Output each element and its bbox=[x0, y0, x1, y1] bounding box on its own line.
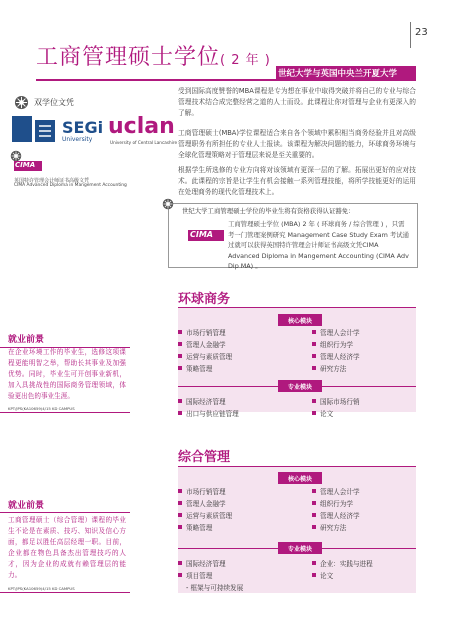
module-item: 管理人金融学 bbox=[186, 341, 226, 349]
bullet bbox=[312, 561, 316, 565]
bullet bbox=[178, 513, 182, 517]
certification-heading: 世纪大学工商管理硕士学位的毕业生将有资格获得认证豁免： bbox=[182, 207, 355, 215]
core-module-label: 核心模块 bbox=[287, 318, 312, 325]
module-item: 国际经济管理 bbox=[186, 560, 226, 568]
elective-module-label: 专业模块 bbox=[287, 384, 312, 391]
bullet bbox=[312, 573, 316, 577]
module-item: 市场行销管理 bbox=[186, 329, 226, 337]
elective-module-label: 专业模块 bbox=[287, 546, 312, 553]
module-item: 研究方法 bbox=[320, 524, 347, 532]
module-item: 论文 bbox=[320, 572, 334, 580]
bullet bbox=[312, 489, 316, 493]
module-item: 组织行为学 bbox=[320, 341, 353, 349]
bullet bbox=[312, 354, 316, 358]
module-subitem: - 框架与可持续发展 bbox=[186, 584, 244, 592]
bullet bbox=[312, 501, 316, 505]
module-item: 市场行销管理 bbox=[186, 488, 226, 496]
reference-code: KPT/JPS(KA10659)4/15 KD CAMPUS bbox=[8, 406, 75, 411]
module-item: 企业：实践与进程 bbox=[320, 560, 373, 568]
page-title-main: 工商管理硕士学位 bbox=[36, 45, 221, 70]
career-title: 就业前景 bbox=[8, 335, 45, 345]
bullet bbox=[178, 573, 182, 577]
module-item: 管理人经济学 bbox=[320, 512, 360, 520]
flower-icon bbox=[14, 95, 29, 110]
page-number: 23 bbox=[415, 27, 428, 38]
bullet bbox=[178, 561, 182, 565]
career-rule bbox=[0, 512, 130, 513]
core-module-label: 核心模块 bbox=[287, 476, 312, 483]
module-item: 国际经济管理 bbox=[186, 398, 226, 406]
reference-code: KPT/JPS(KA10659)4/15 KD CAMPUS bbox=[8, 586, 75, 591]
title-rule bbox=[36, 79, 416, 81]
uclan-logo-sub: University of Central Lancashire bbox=[110, 140, 178, 145]
career-rule bbox=[0, 592, 130, 593]
bullet bbox=[312, 399, 316, 403]
cima-caption-cn: 英国特许管理会计师证书高级文凭 bbox=[14, 178, 90, 184]
uclan-logo-text: uclan bbox=[108, 114, 175, 139]
segi-logo-text: SEGi bbox=[62, 118, 104, 137]
bullet bbox=[178, 501, 182, 505]
bullet bbox=[312, 525, 316, 529]
career-title: 就业前景 bbox=[8, 501, 45, 511]
module-item: 策略管理 bbox=[186, 524, 213, 532]
page-title-suffix: ( 2 年 ) bbox=[220, 53, 271, 68]
module-item: 管理人会计学 bbox=[320, 329, 360, 337]
career-text: 在企业环境工作的毕业生，选修这项课程更能明智之举，帮助长其事业及加强优势。同时，毕业生可开创事业新机，加入具挑战性的国际商务管理领域，体验更出色的事业生涯。 bbox=[8, 348, 126, 400]
bullet bbox=[178, 330, 182, 334]
bullet bbox=[178, 354, 182, 358]
module-item: 运营与素质管理 bbox=[186, 353, 233, 361]
module-item: 管理人经济学 bbox=[320, 353, 360, 361]
cima-caption-en: CIMA Advanced Diploma in Mangement Accounting bbox=[14, 183, 127, 188]
cima-logo-text: CIMA bbox=[190, 230, 213, 239]
page-title bbox=[36, 40, 271, 71]
module-item: 出口与供应链管理 bbox=[186, 410, 239, 418]
bullet bbox=[178, 399, 182, 403]
segi-logo-sub: University bbox=[62, 136, 93, 143]
bullet bbox=[178, 342, 182, 346]
partner-banner: 世纪大学与英国中央兰开夏大学 bbox=[278, 69, 398, 79]
module-item: 策略管理 bbox=[186, 365, 213, 373]
bullet bbox=[178, 366, 182, 370]
bullet bbox=[312, 342, 316, 346]
intro-paragraph: 根据学生所选修的专业方向将对该领域有更深一层的了解。拓展出更好的应对技术。此课程的宗旨是让学生有机会接触一系列管理技能，将所学技能更好的运用在处理商务的现代化管理技术上。 bbox=[178, 166, 416, 196]
module-item: 管理人金融学 bbox=[186, 500, 226, 508]
intro-paragraph: 工商管理硕士(MBA)学位课程适合来自各个领域中累积相当商务经验并且对高级管理职务有所担任的专业人士报读。该课程为解决问题的能力，环球商务环境与全球化管理策略对于管理层来说是至关重要的。 bbox=[178, 129, 416, 159]
dual-degree-label: 双学位文凭 bbox=[34, 98, 74, 107]
section-title: 综合管理 bbox=[178, 450, 231, 465]
bullet bbox=[312, 330, 316, 334]
page-number-divider bbox=[410, 22, 411, 48]
bullet bbox=[178, 525, 182, 529]
cima-logo-text: CIMA bbox=[15, 161, 36, 169]
module-item: 研究方法 bbox=[320, 365, 347, 373]
certification-body: 工商管理硕士学位 (MBA) 2 年 ( 环球商务 / 综合管理 ) ，只需考一门管理案例研究 Management Case Study Exam 考试通过就可以获得英国特许管理会计师证书高级文凭CIMA Advanced Diploma in Mangement Accounting (CIMA Adv Dip MA) 。 bbox=[228, 220, 409, 270]
career-text: 工商管理硕士（综合管理）课程的毕业生不论是在素质、技巧、知识及信心方面，都足以胜任高层经理一职。目前，企业都在物色具备杰出管理技巧的人才，因为企业的成就有赖管理层的能力。 bbox=[8, 516, 126, 579]
bullet bbox=[312, 366, 316, 370]
bullet bbox=[178, 411, 182, 415]
segi-crest-icon bbox=[33, 116, 57, 144]
section-title: 环球商务 bbox=[178, 292, 231, 307]
flower-icon bbox=[162, 198, 174, 210]
module-item: 论文 bbox=[320, 410, 334, 418]
module-item: 国际市场行销 bbox=[320, 398, 360, 406]
module-item: 运营与素质管理 bbox=[186, 512, 233, 520]
bullet bbox=[178, 489, 182, 493]
module-item: 管理人会计学 bbox=[320, 488, 360, 496]
bullet bbox=[312, 513, 316, 517]
segi-shield-logo bbox=[12, 116, 32, 142]
module-item: 项目管理 bbox=[186, 572, 213, 580]
intro-paragraph: 受到国际高度赞誉的MBA课程是专为想在事业中取得突破并将自己的专业与综合管理技术结合成完整经营之道的人士而设。此课程让你对管理与企业有更深入的了解。 bbox=[178, 87, 416, 117]
career-rule bbox=[0, 412, 130, 413]
bullet bbox=[312, 411, 316, 415]
module-item: 组织行为学 bbox=[320, 500, 353, 508]
